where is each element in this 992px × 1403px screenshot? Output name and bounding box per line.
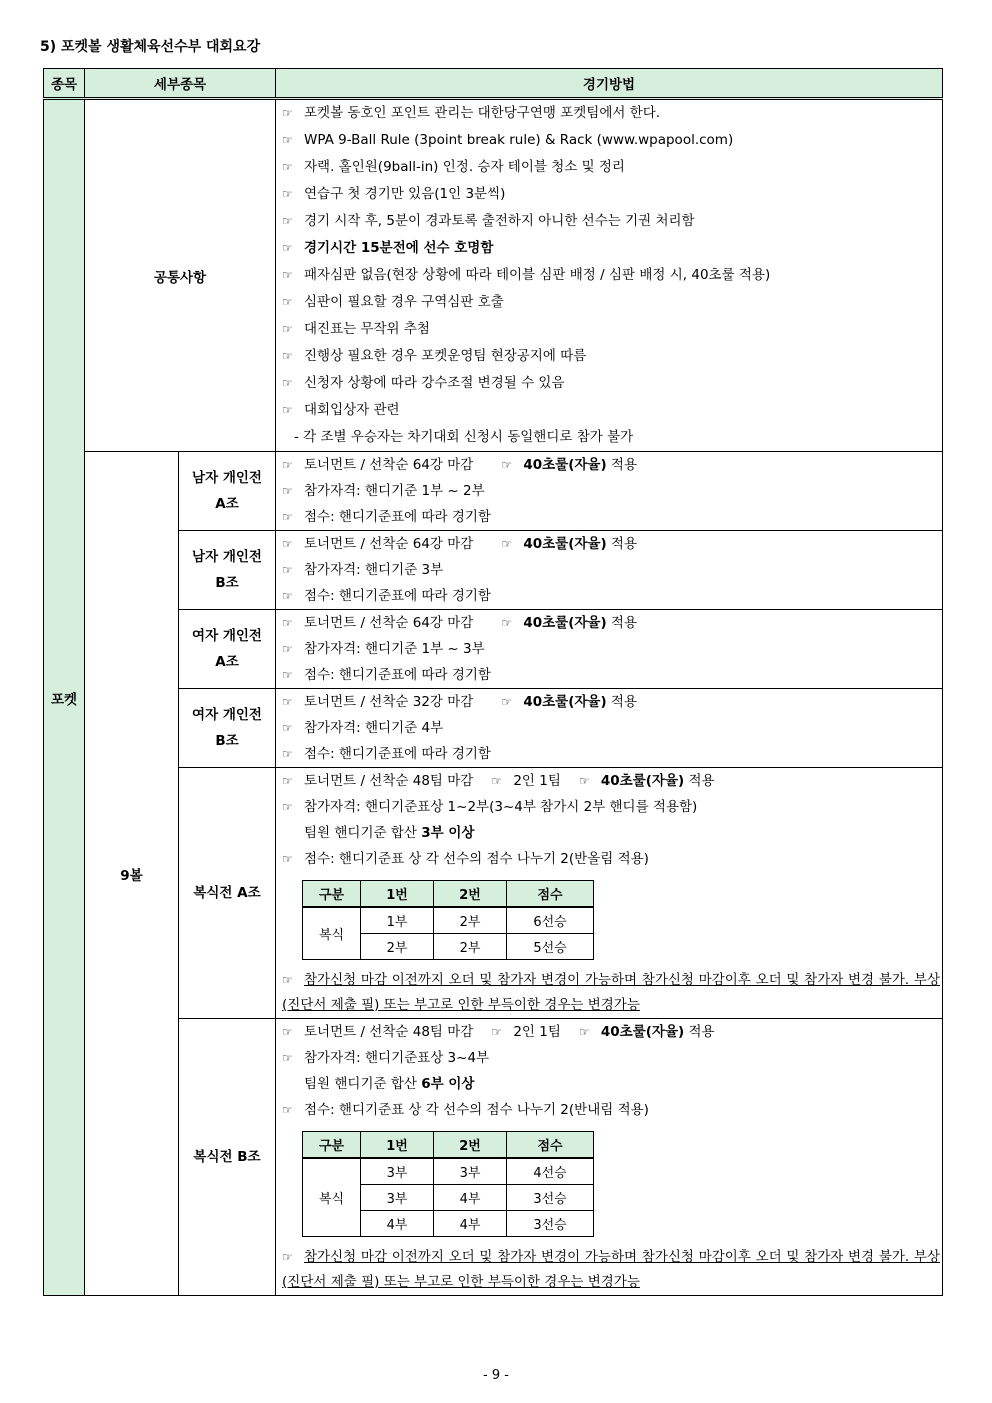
rule-line [282,208,942,235]
category-cell [179,610,276,689]
score-table-header-cell: 점수 [507,881,594,908]
team-text: 2인 1팀 [513,1024,561,1040]
score-table-header-cell: 1번 [361,1132,434,1159]
score-table-cell: 1부 [361,907,434,934]
rule-line [282,820,942,846]
pointing-hand-icon: ☞ [282,214,293,228]
header-row [44,69,943,99]
rule-line [282,741,942,767]
pointing-hand-icon: ☞ [282,589,293,603]
score-table-cell: 3부 [361,1185,434,1211]
pointing-hand-icon: ☞ [282,160,293,174]
rule-line [282,557,942,583]
category-cell [179,689,276,768]
score-table-row [303,907,594,934]
score-table-header-cell: 1번 [361,881,434,908]
nine-ball-cell: 9볼 [85,452,179,1296]
rule-line [282,794,942,820]
rule-line [282,504,942,530]
score-table-cell: 3부 [434,1158,507,1185]
score-text: 점수: 핸디기준표 상 각 선수의 점수 나누기 2(반내림 적용) [304,1102,649,1118]
rule-line [282,397,942,424]
category-group: A조 [215,654,239,670]
common-rule-text: 신청자 상황에 따라 강수조절 변경될 수 있음 [304,375,565,391]
score-table-cell: 4부 [434,1185,507,1211]
change-note-text: 참가신청 마감 이전까지 오더 및 참가자 변경이 가능하며 참가신청 마감이후 오더 및 참가자 변경 불가. 부상(진단서 제출 필) 또는 부고로 인한 부득이한 경우는 변경가능 [282,1249,940,1290]
common-rule-text: 심판이 필요할 경우 구역심판 호출 [304,294,504,310]
pointing-hand-icon: ☞ [282,563,293,577]
change-note [282,968,942,1018]
common-rule-text: 대회입상자 관련 [304,402,400,418]
time-rule-text: 40초룰(자율) [523,457,607,473]
rule-line [282,262,942,289]
common-row [44,99,943,452]
pointing-hand-icon: ☞ [282,241,293,255]
score-table-cell: 2부 [361,934,434,960]
score-table-cell: 3선승 [507,1211,594,1237]
pointing-hand-icon: ☞ [282,537,293,551]
team-text: 2인 1팀 [513,773,561,789]
rule-line [282,636,942,662]
rule-line [282,127,942,154]
rule-line [282,689,942,715]
rule-line [282,181,942,208]
pointing-hand-icon: ☞ [282,510,293,524]
page-number: - 9 - [483,1368,509,1383]
category-name: 남자 개인전 [192,470,262,486]
singles-row [44,689,943,768]
score-table-cell: 4선승 [507,1158,594,1185]
singles-method [276,689,943,768]
doubles-b-row [44,1019,943,1296]
pointing-hand-icon: ☞ [282,1051,293,1065]
common-rule-text: 경기 시작 후, 5분이 경과토록 출전하지 아니한 선수는 기권 처리함 [304,213,695,229]
rule-line [282,662,942,688]
singles-row [44,610,943,689]
doubles-method [276,768,943,1019]
score-text: 점수: 핸디기준표에 따라 경기함 [304,588,491,604]
category-name: 여자 개인전 [192,707,262,723]
eligibility-text: 참가자격: 핸디기준 4부 [304,720,444,736]
time-rule-text: 40초룰(자율) [523,694,607,710]
pointing-hand-icon: ☞ [282,721,293,735]
header-subcategory: 세부종목 [85,69,276,99]
pointing-hand-icon: ☞ [282,747,293,761]
rule-line [282,452,942,478]
sport-cell: 포켓 [44,99,85,1296]
score-table-cell: 3선승 [507,1185,594,1211]
pointing-hand-icon: ☞ [282,376,293,390]
rule-line [282,1071,942,1097]
category-group: B조 [215,575,239,591]
rule-line [282,846,942,872]
score-table-header [303,1132,594,1159]
category-cell: 복식전 A조 [179,768,276,1019]
apply-text: 적용 [688,773,715,789]
tournament-text: 토너먼트 / 선착순 64강 마감 [304,536,474,552]
time-rule-text: 40초룰(자율) [600,1024,685,1040]
common-sub-rule: - 각 조별 우승자는 차기대회 신청시 동일핸디로 참가 불가 [294,429,634,445]
pointing-hand-icon: ☞ [282,133,293,147]
common-rule-text: 대진표는 무작위 추첨 [304,321,430,337]
pointing-hand-icon: ☞ [282,295,293,309]
time-rule-text: 40초룰(자율) [523,615,607,631]
pointing-hand-icon: ☞ [282,774,293,788]
pointing-hand-icon: ☞ [282,1103,293,1117]
singles-row [44,452,943,531]
tournament-text: 토너먼트 / 선착순 64강 마감 [304,615,474,631]
rule-line [282,100,942,127]
eligibility-text: 참가자격: 핸디기준 1부 ~ 3부 [304,641,485,657]
pointing-hand-icon: ☞ [501,458,513,472]
apply-text: 적용 [610,457,638,473]
score-table-header-cell: 구분 [303,881,361,908]
pointing-hand-icon: ☞ [282,668,293,682]
pointing-hand-icon: ☞ [578,774,590,788]
eligibility-text: 참가자격: 핸디기준 3부 [304,562,444,578]
pointing-hand-icon: ☞ [501,537,513,551]
tournament-text: 토너먼트 / 선착순 48팀 마감 [304,773,474,789]
pointing-hand-icon: ☞ [282,852,293,866]
rule-line [282,768,942,794]
rule-line [282,316,942,343]
score-text: 점수: 핸디기준표에 따라 경기함 [304,746,491,762]
score-table-cell: 4부 [361,1211,434,1237]
rule-line [282,370,942,397]
header-sport: 종목 [44,69,85,99]
common-rules [276,99,943,452]
pointing-hand-icon: ☞ [501,695,513,709]
score-table-row-label: 복식 [303,907,361,960]
pointing-hand-icon: ☞ [282,484,293,498]
common-label: 공통사항 [85,99,276,452]
rule-line [282,1019,942,1045]
score-table-header [303,881,594,908]
score-table-cell: 2부 [434,934,507,960]
category-cell [179,531,276,610]
rule-line [282,289,942,316]
section-title: 5) 포켓볼 생활체육선수부 대회요강 [40,39,261,55]
common-rule-text: 자랙. 홀인원(9ball-in) 인정. 승자 테이블 청소 및 정리 [304,159,625,175]
apply-text: 적용 [610,615,638,631]
pointing-hand-icon: ☞ [578,1025,590,1039]
tournament-text: 토너먼트 / 선착순 32강 마감 [304,694,474,710]
category-name: 여자 개인전 [192,628,262,644]
rule-line [282,424,942,451]
apply-text: 적용 [688,1024,715,1040]
pointing-hand-icon: ☞ [282,322,293,336]
score-table-cell: 3부 [361,1158,434,1185]
category-cell [179,452,276,531]
header-method: 경기방법 [276,69,943,99]
singles-method [276,531,943,610]
time-rule-text: 40초룰(자율) [523,536,607,552]
pointing-hand-icon: ☞ [282,458,293,472]
apply-text: 적용 [610,694,638,710]
tournament-rules-table [43,68,943,1296]
pointing-hand-icon: ☞ [282,973,293,987]
pointing-hand-icon: ☞ [282,268,293,282]
score-table [302,1131,594,1237]
pointing-hand-icon: ☞ [282,403,293,417]
eligibility-text: 참가자격: 핸디기준표상 1~2부(3~4부 참가시 2부 핸디를 적용함) [304,799,698,815]
common-rule-text: 패자심판 없음(현장 상황에 따라 테이블 심판 배정 / 심판 배정 시, 40초룰 적용) [304,267,771,283]
category-cell: 복식전 B조 [179,1019,276,1296]
time-rule-text: 40초룰(자율) [600,773,685,789]
rule-line [282,715,942,741]
common-rule-text: 연습구 첫 경기만 있음(1인 3분씩) [304,186,506,202]
pointing-hand-icon: ☞ [282,616,293,630]
score-text: 점수: 핸디기준표에 따라 경기함 [304,667,491,683]
pointing-hand-icon: ☞ [282,695,293,709]
category-name: 남자 개인전 [192,549,262,565]
common-rule-text: WPA 9-Ball Rule (3point break rule) & Rack (www.wpapool.com) [304,132,734,148]
pointing-hand-icon: ☞ [282,106,293,120]
change-note-text: 참가신청 마감 이전까지 오더 및 참가자 변경이 가능하며 참가신청 마감이후 오더 및 참가자 변경 불가. 부상(진단서 제출 필) 또는 부고로 인한 부득이한 경우는 변경가능 [282,972,940,1013]
change-note [282,1245,942,1295]
rule-line [282,1045,942,1071]
rule-line [282,235,942,262]
pointing-hand-icon: ☞ [491,1025,503,1039]
rule-line [282,343,942,370]
score-table-cell: 6선승 [507,907,594,934]
team-handicap-min: 3부 이상 [421,825,475,841]
score-table-row [303,1158,594,1185]
team-handicap-text: 팀원 핸디기준 합산 [304,825,417,841]
score-table-row-label: 복식 [303,1158,361,1237]
pointing-hand-icon: ☞ [282,800,293,814]
rule-line [282,583,942,609]
score-text: 점수: 핸디기준표에 따라 경기함 [304,509,491,525]
apply-text: 적용 [610,536,638,552]
pointing-hand-icon: ☞ [282,1250,293,1264]
pointing-hand-icon: ☞ [491,774,503,788]
score-text: 점수: 핸디기준표 상 각 선수의 점수 나누기 2(반올림 적용) [304,851,649,867]
rule-line [282,610,942,636]
tournament-text: 토너먼트 / 선착순 48팀 마감 [304,1024,474,1040]
eligibility-text: 참가자격: 핸디기준 1부 ~ 2부 [304,483,485,499]
pointing-hand-icon: ☞ [282,187,293,201]
score-table-header-cell: 2번 [434,881,507,908]
common-rule-text: 진행상 필요한 경우 포켓운영팀 현장공지에 따름 [304,348,587,364]
doubles-a-row [44,768,943,1019]
common-rule-text: 포켓볼 동호인 포인트 관리는 대한당구연맹 포켓팀에서 한다. [304,105,661,121]
pointing-hand-icon: ☞ [282,642,293,656]
pointing-hand-icon: ☞ [501,616,513,630]
score-table-cell: 4부 [434,1211,507,1237]
score-table [302,880,594,960]
category-group: B조 [215,733,239,749]
team-handicap-min: 6부 이상 [421,1076,475,1092]
rule-line [282,478,942,504]
score-table-header-cell: 구분 [303,1132,361,1159]
rule-line [282,154,942,181]
score-table-header-cell: 점수 [507,1132,594,1159]
score-table-header-cell: 2번 [434,1132,507,1159]
singles-method [276,452,943,531]
score-table-cell: 5선승 [507,934,594,960]
tournament-text: 토너먼트 / 선착순 64강 마감 [304,457,474,473]
singles-method [276,610,943,689]
common-rule-text: 경기시간 15분전에 선수 호명함 [304,240,494,256]
rule-line [282,1097,942,1123]
team-handicap-text: 팀원 핸디기준 합산 [304,1076,417,1092]
singles-row [44,531,943,610]
category-group: A조 [215,496,239,512]
doubles-method [276,1019,943,1296]
eligibility-text: 참가자격: 핸디기준표상 3~4부 [304,1050,490,1066]
rule-line [282,531,942,557]
pointing-hand-icon: ☞ [282,1025,293,1039]
score-table-cell: 2부 [434,907,507,934]
pointing-hand-icon: ☞ [282,349,293,363]
